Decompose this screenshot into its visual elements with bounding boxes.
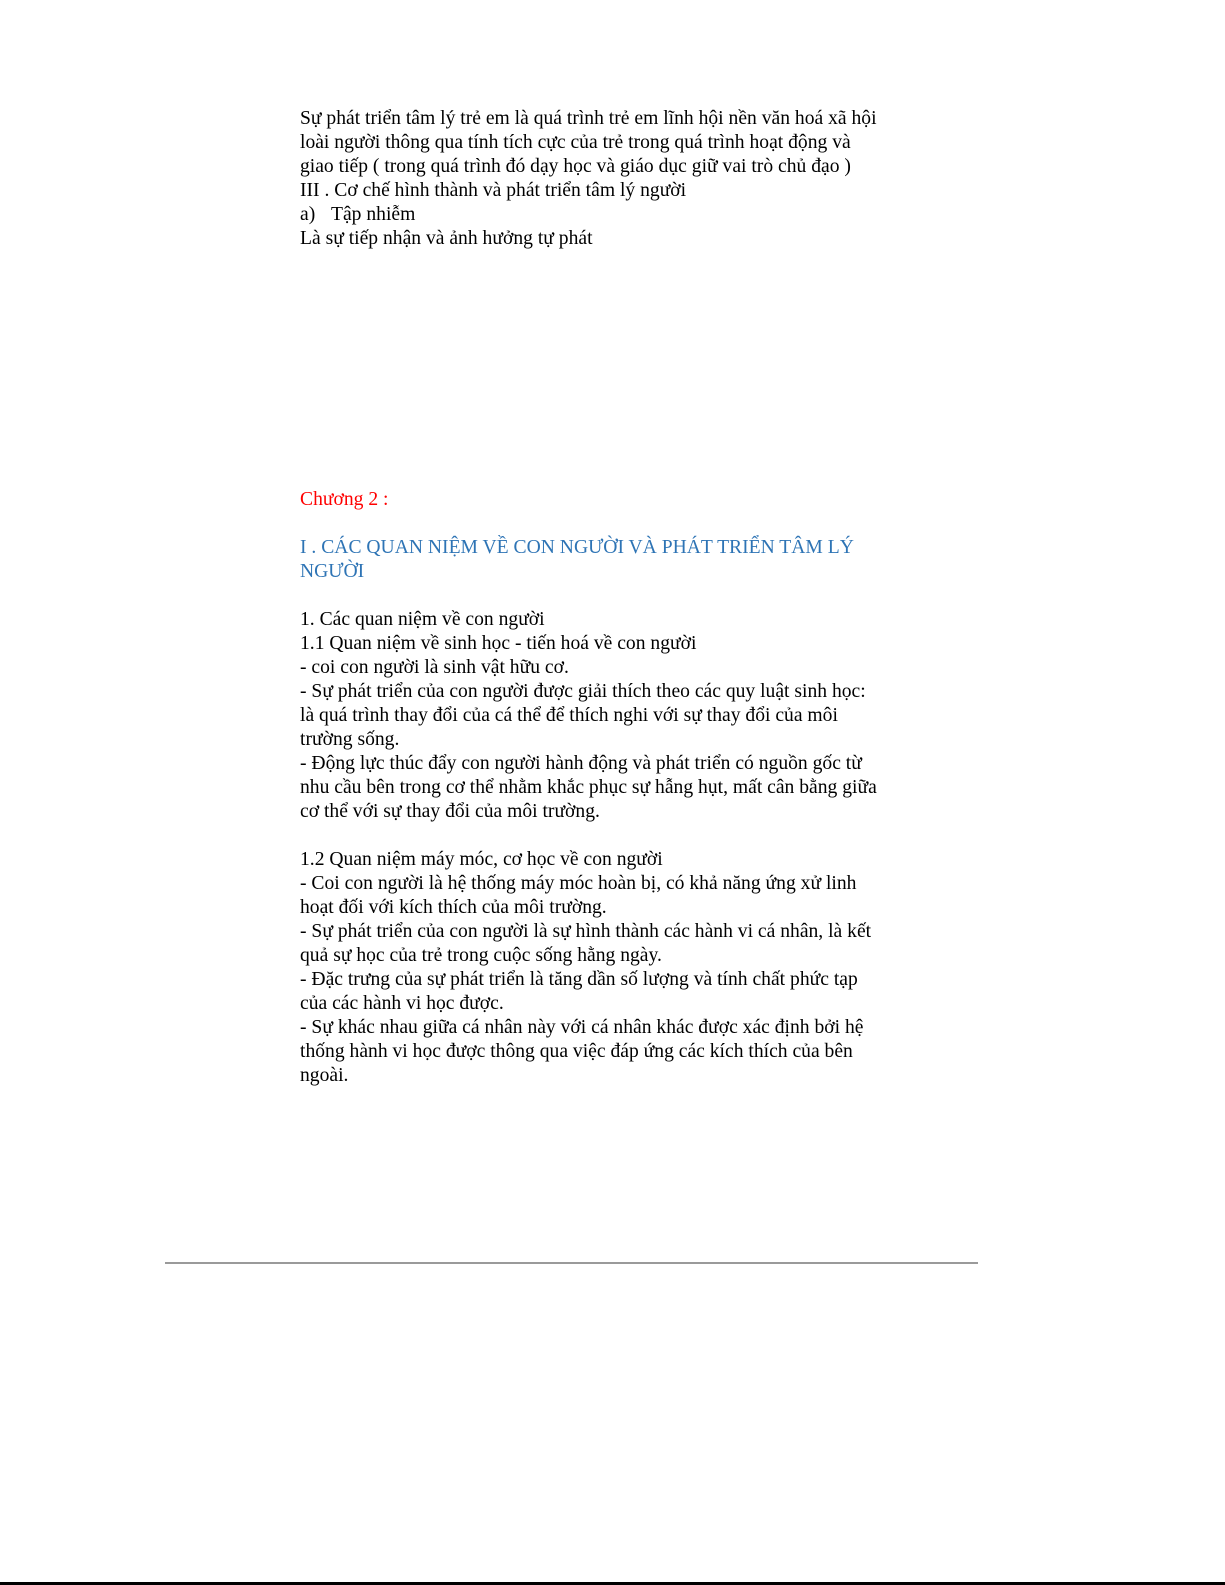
paragraph-line: Sự phát triển tâm lý trẻ em là quá trình trẻ em lĩnh hội nền văn hoá xã hội: [300, 108, 877, 129]
paragraph-line: quả sự học của trẻ trong cuộc sống hằng ngày.: [300, 945, 662, 966]
paragraph-line: - Động lực thúc đẩy con người hành động và phát triển có nguồn gốc từ: [300, 753, 862, 774]
paragraph-line: giao tiếp ( trong quá trình đó dạy học và giáo dục giữ vai trò chủ đạo ): [300, 156, 851, 177]
paragraph-line: Là sự tiếp nhận và ảnh hưởng tự phát: [300, 228, 593, 249]
paragraph-line: cơ thể với sự thay đổi của môi trường.: [300, 801, 600, 822]
paragraph-line: - Sự phát triển của con người được giải thích theo các quy luật sinh học:: [300, 681, 866, 702]
paragraph-line: loài người thông qua tính tích cực của trẻ trong quá trình hoạt động và: [300, 132, 851, 153]
section-2-block: [300, 848, 930, 1088]
paragraph-line: là quá trình thay đổi của cá thể để thích nghi với sự thay đổi của môi: [300, 705, 838, 726]
heading-line: NGƯỜI: [300, 561, 365, 582]
paragraph-line: trường sống.: [300, 729, 400, 750]
paragraph-line: hoạt đối với kích thích của môi trường.: [300, 897, 607, 918]
paragraph-line: - Sự phát triển của con người là sự hình thành các hành vi cá nhân, là kết: [300, 921, 872, 942]
paragraph-line: - Đặc trưng của sự phát triển là tăng dần số lượng và tính chất phức tạp: [300, 969, 858, 990]
list-item-text: Tập nhiễm: [331, 204, 416, 225]
list-marker: a): [300, 204, 316, 225]
paragraph-line: thống hành vi học được thông qua việc đáp ứng các kích thích của bên: [300, 1041, 853, 1062]
subheading: 1. Các quan niệm về con người: [300, 609, 545, 630]
intro-block: [300, 107, 930, 251]
subheading: 1.1 Quan niệm về sinh học - tiến hoá về con người: [300, 633, 697, 654]
list-item-a: [300, 203, 930, 227]
paragraph-line: của các hành vi học được.: [300, 993, 504, 1014]
paragraph-line: - Coi con người là hệ thống máy móc hoàn bị, có khả năng ứng xử linh: [300, 873, 857, 894]
section-heading-iii: III . Cơ chế hình thành và phát triển tâm lý người: [300, 180, 687, 201]
heading-line: I . CÁC QUAN NIỆM VỀ CON NGƯỜI VÀ PHÁT TRIỂN TÂM LÝ: [300, 537, 854, 558]
paragraph-line: nhu cầu bên trong cơ thể nhằm khắc phục sự hẫng hụt, mất cân bằng giữa: [300, 777, 877, 798]
paragraph-line: - coi con người là sinh vật hữu cơ.: [300, 657, 569, 678]
subheading: 1.2 Quan niệm máy móc, cơ học về con người: [300, 849, 663, 870]
section-1-block: [300, 608, 930, 824]
chapter-title: Chương 2 :: [300, 489, 389, 510]
heading-block: [300, 536, 930, 584]
chapter-title-block: [300, 488, 930, 512]
page-divider: [165, 1262, 978, 1264]
paragraph-line: ngoài.: [300, 1065, 349, 1086]
paragraph-line: - Sự khác nhau giữa cá nhân này với cá nhân khác được xác định bởi hệ: [300, 1017, 864, 1038]
